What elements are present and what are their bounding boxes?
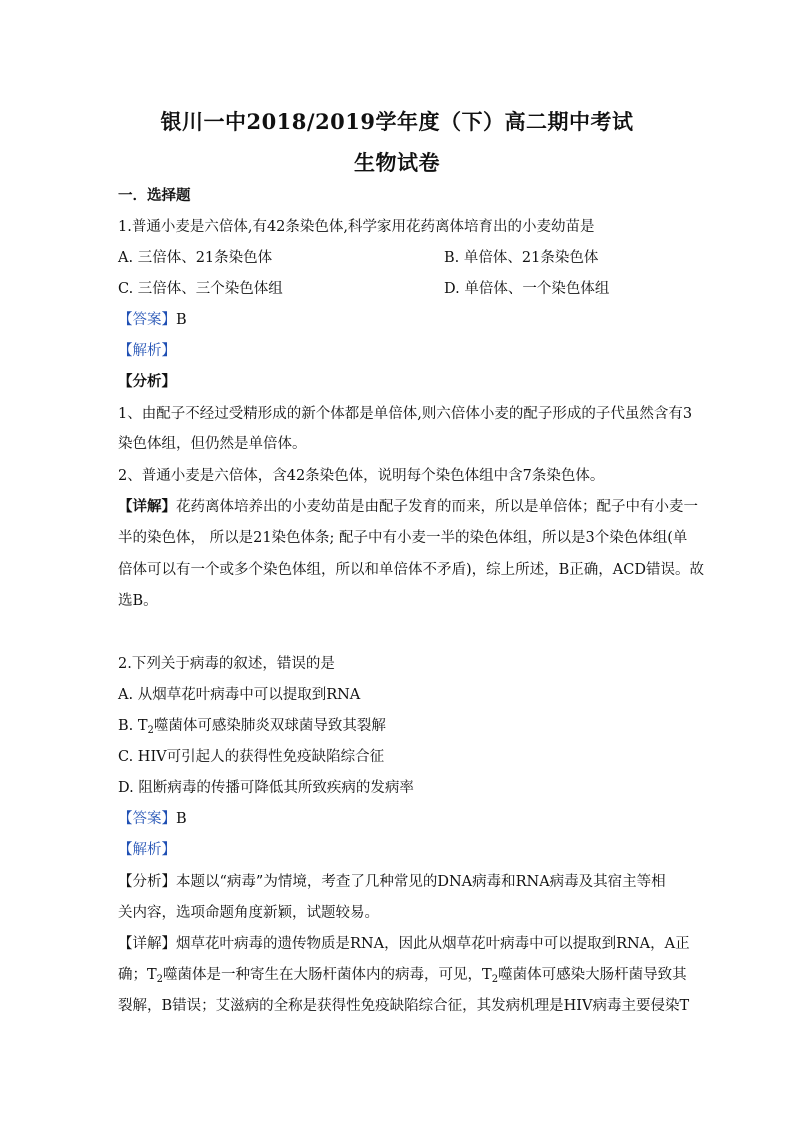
question-2-stem: 2.下列关于病毒的叙述，错误的是 bbox=[118, 656, 335, 672]
detail-subscript-2: 2 bbox=[491, 974, 499, 985]
detail-seg-1: 确；T bbox=[118, 967, 157, 983]
question-1-stem: 1.普通小麦是六倍体,有42条染色体,科学家用花药离体培育出的小麦幼苗是 bbox=[118, 219, 595, 235]
option-b-subscript: 2 bbox=[147, 725, 154, 736]
question-2-option-a: A. 从烟草花叶病毒中可以提取到RNA bbox=[118, 687, 361, 703]
question-2-detail-line-2 bbox=[118, 965, 687, 985]
question-2-option-d: D. 阻断病毒的传播可降低其所致疾病的发病率 bbox=[118, 780, 414, 796]
fenxi-tag: 【分析】 bbox=[118, 874, 176, 890]
detail-subscript-1: 2 bbox=[156, 974, 164, 985]
question-2-option-c: C. HIV可引起人的获得性免疫缺陷综合征 bbox=[118, 749, 385, 765]
answer-tag: 【答案】 bbox=[118, 312, 176, 328]
exam-subtitle: 生物试卷 bbox=[354, 150, 440, 175]
question-2-fenxi-line-2: 关内容，选项命题角度新颖，试题较易。 bbox=[118, 905, 379, 921]
option-b-text: 噬菌体可感染肺炎双球菌导致其裂解 bbox=[153, 718, 386, 734]
question-1-detail-line-4: 选B。 bbox=[118, 593, 158, 609]
question-2-fenxi-line-1 bbox=[118, 872, 678, 892]
question-1-option-c: C. 三倍体、三个染色体组 bbox=[118, 281, 283, 297]
question-1-fenxi-line-3: 2、普通小麦是六倍体，含42条染色体，说明每个染色体组中含7条染色体。 bbox=[118, 468, 605, 484]
question-1-detail-line-1 bbox=[118, 497, 698, 517]
exam-title: 银川一中2018/2019学年度（下）高二期中考试 bbox=[160, 109, 634, 134]
question-1-option-b: B. 单倍体、21条染色体 bbox=[444, 250, 599, 266]
detail-tag: 【详解】 bbox=[118, 936, 176, 952]
question-1-fenxi-tag: 【分析】 bbox=[118, 373, 176, 390]
question-2-detail-line-3: 裂解，B错误；艾滋病的全称是获得性免疫缺陷综合征，其发病机理是HIV病毒主要侵染T bbox=[118, 998, 690, 1014]
section-heading: 一．选择题 bbox=[118, 187, 191, 204]
answer-tag: 【答案】 bbox=[118, 811, 176, 827]
detail-seg-2: 噬菌体是一种寄生在大肠杆菌体内的病毒，可见，T bbox=[163, 967, 492, 983]
detail-tag: 【详解】 bbox=[118, 498, 176, 515]
answer-value: B bbox=[176, 312, 187, 328]
question-2-option-b bbox=[118, 716, 678, 736]
option-b-prefix: B. T bbox=[118, 718, 148, 734]
detail-text: 烟草花叶病毒的遗传物质是RNA，因此从烟草花叶病毒中可以提取到RNA，A正 bbox=[176, 936, 690, 952]
question-1-analysis-tag: 【解析】 bbox=[118, 343, 176, 359]
question-2-answer bbox=[118, 809, 678, 829]
detail-text: 花药离体培养出的小麦幼苗是由配子发育的而来，所以是单倍体；配子中有小麦一 bbox=[176, 499, 698, 515]
answer-value: B bbox=[176, 811, 187, 827]
question-2-detail-line-1 bbox=[118, 934, 690, 954]
question-1-option-a: A. 三倍体、21条染色体 bbox=[118, 250, 273, 266]
question-1-fenxi-line-2: 染色体组，但仍然是单倍体。 bbox=[118, 436, 307, 452]
question-1-detail-line-2: 半的染色体， 所以是21染色体条; 配子中有小麦一半的染色体组，所以是3个染色体组(单 bbox=[118, 530, 688, 546]
question-1-option-d: D. 单倍体、一个染色体组 bbox=[444, 281, 610, 297]
question-1-answer bbox=[118, 310, 678, 330]
question-2-analysis-tag: 【解析】 bbox=[118, 842, 176, 858]
fenxi-text: 本题以“病毒”为情境，考查了几种常见的DNA病毒和RNA病毒及其宿主等相 bbox=[176, 874, 666, 890]
detail-seg-3: 噬菌体可感染大肠杆菌导致其 bbox=[498, 967, 687, 983]
question-1-fenxi-line-1: 1、由配子不经过受精形成的新个体都是单倍体,则六倍体小麦的配子形成的子代虽然含有3 bbox=[118, 406, 693, 422]
question-1-detail-line-3: 倍体可以有一个或多个染色体组，所以和单倍体不矛盾)，综上所述，B正确，ACD错误。故 bbox=[118, 562, 705, 578]
